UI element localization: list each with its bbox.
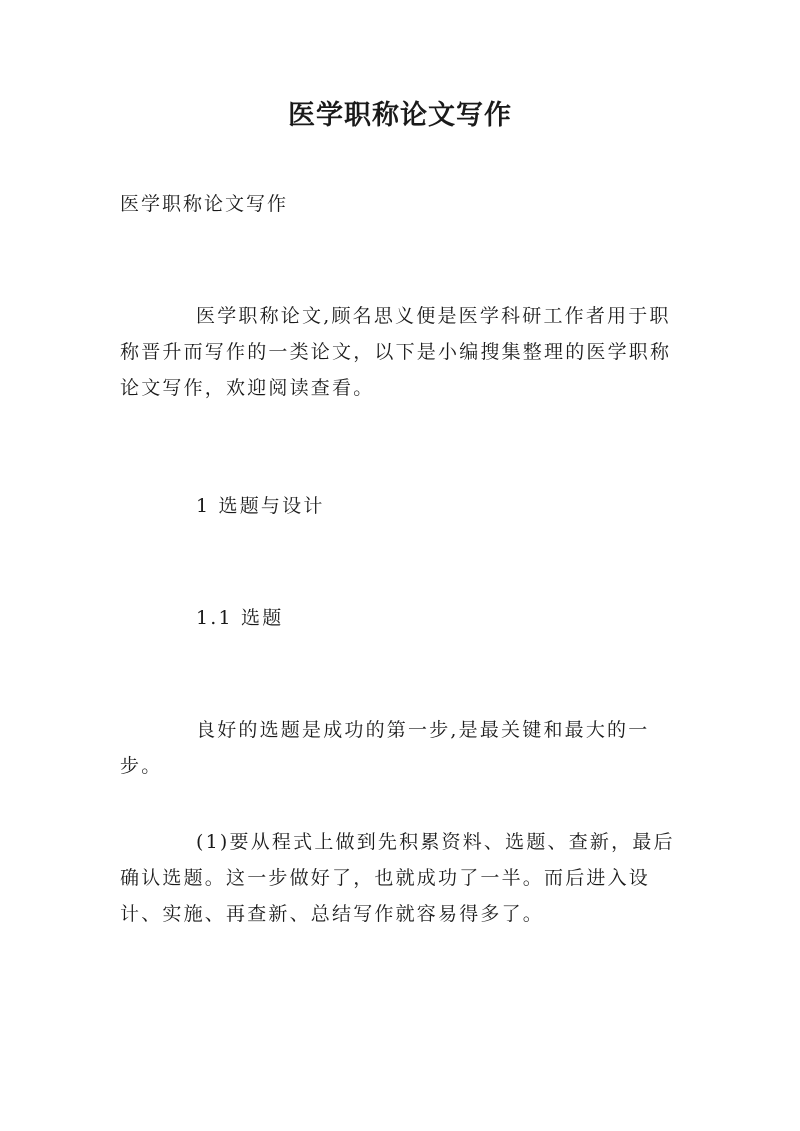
intro-paragraph: 医学职称论文,顾名思义便是医学科研工作者用于职称晋升而写作的一类论文，以下是小编搜集整理的医学职称论文写作，欢迎阅读查看。 <box>120 305 672 399</box>
page-title: 医学职称论文写作 <box>288 100 512 131</box>
document-subtitle: 医学职称论文写作 <box>120 193 289 215</box>
section-heading-1-1: 1.1 选题 <box>196 607 284 629</box>
body-paragraph-good-topic: 良好的选题是成功的第一步,是最关键和最大的一步。 <box>120 719 650 777</box>
section-heading-1: 1 选题与设计 <box>196 495 325 517</box>
body-paragraph-step-1: (1)要从程式上做到先积累资料、选题、查新，最后确认选题。这一步做好了，也就成功了一半。而后进入设计、实施、再查新、总结写作就容易得多了。 <box>120 831 675 925</box>
